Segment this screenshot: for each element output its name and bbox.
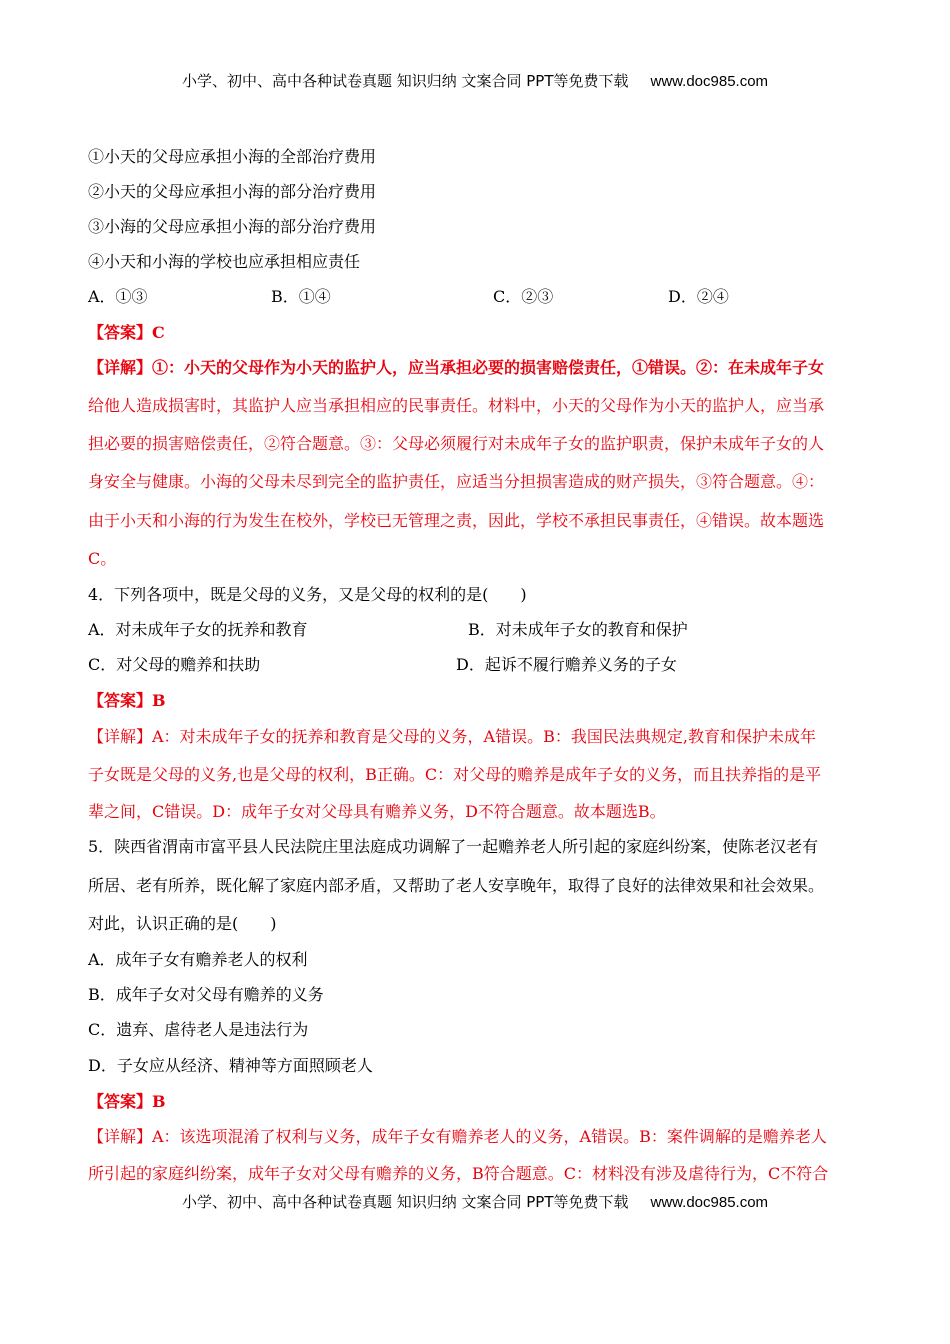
q3-explanation-line-6: C。 [88,549,117,568]
q5-explanation-line-2: 所引起的家庭纠纷案，成年子女对父母有赡养的义务，B符合题意。C：材料没有涉及虐待行为，C不符合 [88,1164,829,1183]
q3-statement-3: ③小海的父母应承担小海的部分治疗费用 [88,217,377,236]
q4-stem: 4．下列各项中，既是父母的义务，又是父母的权利的是( ) [88,585,527,604]
q3-explanation-line-1: 【详解】①：小天的父母作为小天的监护人，应当承担必要的损害赔偿责任，①错误。②：在未成年子女 [88,358,825,377]
q4-option-c: C．对父母的赡养和扶助 [88,655,261,674]
q4-answer: 【答案】B [88,691,166,710]
q3-option-c: C．②③ [493,287,554,306]
q5-stem-line-1: 5．陕西省渭南市富平县人民法院庄里法庭成功调解了一起赡养老人所引起的家庭纠纷案，使陈老汉老有 [88,837,819,856]
page-footer [0,1191,950,1212]
q3-explanation-line-4: 身安全与健康。小海的父母未尽到完全的监护责任，应适当分担损害造成的财产损失，③符合题意。④： [88,472,825,491]
q5-option-d: D．子女应从经济、精神等方面照顾老人 [88,1056,373,1075]
q4-option-a: A．对未成年子女的抚养和教育 [88,620,308,639]
q3-explanation-line-2: 给他人造成损害时，其监护人应当承担相应的民事责任。材料中，小天的父母作为小天的监护人，应当承 [88,396,825,415]
q3-option-b: B．①④ [271,287,331,306]
q5-answer: 【答案】B [88,1092,166,1111]
q4-option-d: D．起诉不履行赡养义务的子女 [456,655,677,674]
q3-answer: 【答案】C [88,323,165,342]
q4-explanation-line-1: 【详解】A：对未成年子女的抚养和教育是父母的义务，A错误。B：我国民法典规定,教育和保护未成年 [88,727,816,746]
q5-explanation-line-1: 【详解】A：该选项混淆了权利与义务，成年子女有赡养老人的义务，A错误。B：案件调解的是赡养老人 [88,1127,827,1146]
q5-option-a: A．成年子女有赡养老人的权利 [88,950,308,969]
q5-stem-line-3: 对此，认识正确的是( ) [88,914,277,933]
header-url[interactable]: www.doc985.com [650,73,769,90]
q3-explanation-line-3: 担必要的损害赔偿责任，②符合题意。③：父母必须履行对未成年子女的监护职责，保护未成年子女的人 [88,434,825,453]
q4-explanation-line-2: 子女既是父母的义务,也是父母的权利，B正确。C：对父母的赡养是成年子女的义务，而且扶养指的是平 [88,765,822,784]
q5-option-c: C．遗弃、虐待老人是违法行为 [88,1020,309,1039]
q4-option-b: B．对未成年子女的教育和保护 [468,620,688,639]
page-header [0,70,950,91]
q3-option-d: D．②④ [668,287,729,306]
footer-url[interactable]: www.doc985.com [650,1194,769,1211]
q3-statement-2: ②小天的父母应承担小海的部分治疗费用 [88,182,377,201]
q5-stem-line-2: 所居、老有所养，既化解了家庭内部矛盾，又帮助了老人安享晚年，取得了良好的法律效果和社会效果。 [88,876,825,895]
q3-option-a: A．①③ [88,287,148,306]
footer-text: 小学、初中、高中各种试卷真题 知识归纳 文案合同 PPT等免费下载 [181,1193,629,1211]
q3-statement-1: ①小天的父母应承担小海的全部治疗费用 [88,147,377,166]
q3-explanation-line-5: 由于小天和小海的行为发生在校外，学校已无管理之责，因此，学校不承担民事责任，④错误。故本题选 [88,511,825,530]
q3-statement-4: ④小天和小海的学校也应承担相应责任 [88,252,361,271]
q4-explanation-line-3: 辈之间，C错误。D：成年子女对父母具有赡养义务，D不符合题意。故本题选B。 [88,802,666,821]
q5-option-b: B．成年子女对父母有赡养的义务 [88,985,324,1004]
header-text: 小学、初中、高中各种试卷真题 知识归纳 文案合同 PPT等免费下载 [181,72,629,90]
